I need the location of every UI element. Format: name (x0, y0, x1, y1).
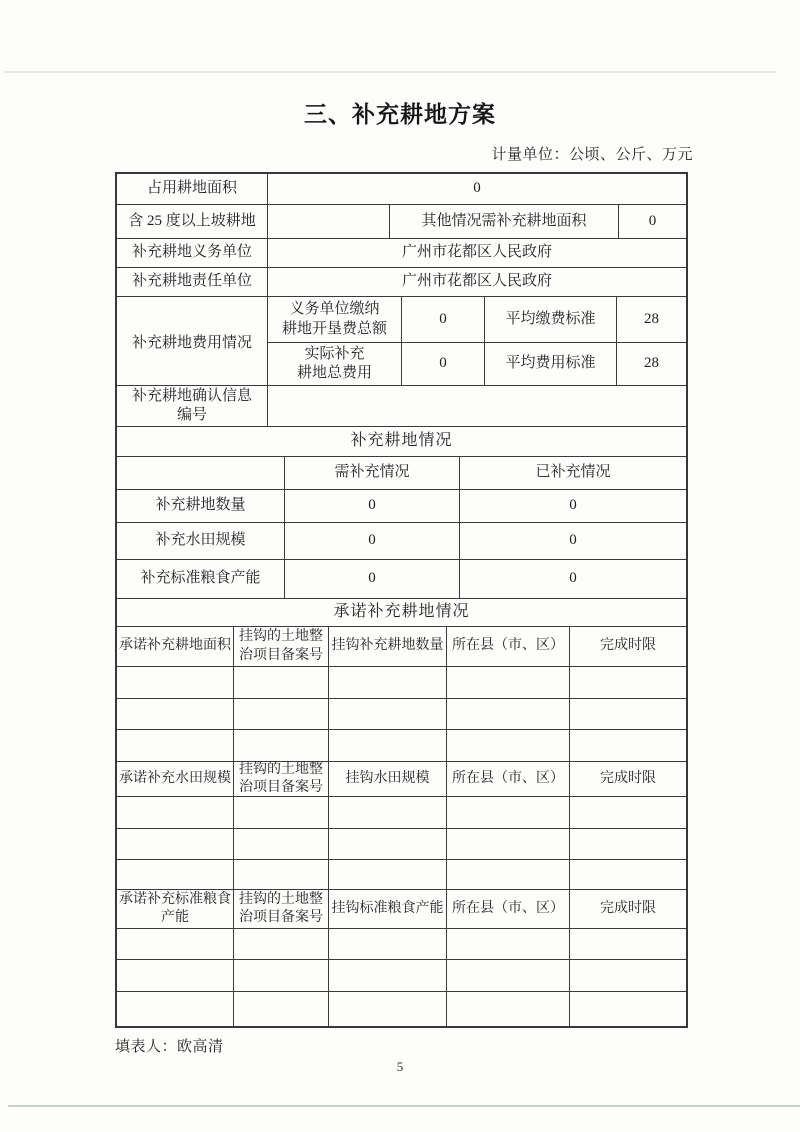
other-area-label: 其他情况需补充耕地面积 (390, 205, 619, 238)
fee-name-line2: 耕地总费用 (296, 365, 372, 381)
need-header: 需补充情况 (285, 457, 460, 489)
slope-row (117, 205, 686, 239)
empty-cell (329, 829, 447, 859)
responsibility-unit-label: 补充耕地责任单位 (117, 268, 268, 296)
promise-col4-label: 所在县（市、区） (447, 627, 570, 666)
promise-header-row-capacity (117, 890, 686, 929)
empty-row (117, 992, 686, 1026)
done-value: 0 (569, 532, 577, 549)
promise-col5-label: 完成时限 (600, 900, 656, 916)
empty-cell (117, 829, 234, 859)
empty-cell (447, 667, 570, 698)
occupied-area-value: 0 (473, 180, 481, 197)
promise-col1-line2: 产能 (161, 910, 189, 925)
promise-col2-line1: 挂钩的土地整 (239, 891, 323, 907)
obligation-unit-label: 补充耕地义务单位 (117, 239, 268, 267)
supplement-label: 补充耕地数量 (117, 490, 285, 522)
empty-cell (234, 730, 329, 761)
empty-cell (570, 699, 686, 729)
promise-col1-label (117, 890, 234, 928)
need-value: 0 (285, 523, 460, 559)
promise-col2-line2: 治项目备案号 (239, 647, 323, 663)
empty-row (117, 797, 686, 829)
filler-name: 填表人：欧高清 (115, 1039, 224, 1055)
supplement-label: 补充水田规模 (117, 523, 285, 559)
responsibility-unit-row (117, 268, 686, 297)
promise-col1-label: 承诺补充耕地面积 (117, 627, 234, 666)
promise-col2-label (234, 627, 329, 666)
promise-col2-line1: 挂钩的土地整 (239, 761, 323, 777)
empty-cell (117, 667, 234, 698)
fee-rows (268, 297, 686, 385)
occupied-area-row (117, 174, 686, 205)
fee-name-line2: 耕地开垦费总额 (281, 320, 387, 337)
obligation-unit-row (117, 239, 686, 268)
empty-cell (570, 929, 686, 959)
page-number: 5 (396, 1059, 404, 1074)
page-title: 三、补充耕地方案 (304, 101, 496, 127)
confirm-number-label-line1: 补充耕地确认信息 (131, 387, 252, 404)
promise-col3-label: 挂钩水田规模 (329, 762, 447, 796)
slope-label: 含 25 度以上坡耕地 (117, 205, 268, 238)
fee-section-label: 补充耕地费用情况 (117, 297, 268, 385)
empty-cell (570, 860, 686, 889)
empty-cell (329, 960, 447, 991)
supplement-plan-table (115, 172, 688, 1028)
responsibility-unit-value: 广州市花都区人民政府 (401, 273, 552, 290)
promise-col5-label: 完成时限 (600, 770, 656, 786)
empty-cell (117, 699, 234, 729)
promise-section-title: 承诺补充耕地情况 (333, 603, 470, 621)
promise-col2-label (234, 762, 329, 796)
empty-row (117, 829, 686, 860)
fee-standard-value-1: 28 (644, 310, 659, 327)
supplement-column-header-row (117, 457, 686, 490)
empty-cell (570, 960, 686, 991)
empty-cell (447, 860, 570, 889)
empty-cell (234, 797, 329, 828)
promise-col2-line1: 挂钩的土地整 (239, 629, 323, 645)
supplement-section-title: 补充耕地情况 (350, 432, 453, 450)
empty-cell (329, 667, 447, 698)
empty-cell (329, 730, 447, 761)
supplement-section-header (117, 427, 686, 457)
promise-col1-label: 承诺补充水田规模 (117, 762, 234, 796)
fee-name-line1: 义务单位缴纳 (289, 301, 380, 317)
empty-cell (234, 992, 329, 1026)
empty-cell (117, 992, 234, 1026)
empty-cell (447, 699, 570, 729)
empty-cell (570, 667, 686, 698)
fee-section (117, 297, 686, 386)
fee-standard-label-2: 平均费用标准 (485, 343, 617, 385)
done-value: 0 (569, 497, 577, 514)
empty-cell (570, 730, 686, 761)
fee-row-reclamation (268, 297, 686, 343)
fee-amount-reclamation: 0 (402, 297, 485, 342)
empty-cell (234, 929, 329, 959)
fee-name-line1: 实际补充 (304, 345, 365, 362)
empty-cell (329, 929, 447, 959)
empty-cell (234, 699, 329, 729)
confirm-number-label-line2: 编号 (176, 407, 207, 423)
need-value: 0 (285, 490, 460, 522)
promise-section-header (117, 599, 686, 627)
empty-cell (117, 960, 234, 991)
confirm-number-row (117, 386, 686, 427)
fee-standard-label-1: 平均缴费标准 (485, 297, 617, 342)
empty-cell (329, 992, 447, 1026)
supplement-row-quantity (117, 490, 686, 523)
fee-name-actual (268, 343, 402, 385)
occupied-area-label: 占用耕地面积 (117, 174, 268, 204)
empty-cell (117, 730, 234, 761)
empty-row (117, 960, 686, 992)
empty-row (117, 860, 686, 890)
empty-cell (234, 860, 329, 889)
empty-cell (329, 860, 447, 889)
confirm-number-value (268, 386, 686, 426)
other-area-value: 0 (648, 212, 657, 229)
fee-standard-value-2: 28 (644, 355, 659, 372)
empty-cell (234, 829, 329, 859)
fee-row-actual (268, 343, 686, 385)
empty-cell (234, 667, 329, 698)
empty-cell (570, 992, 686, 1026)
promise-col4-label: 所在县（市、区） (447, 890, 570, 928)
empty-cell (329, 699, 447, 729)
scan-artifact-line-top (4, 71, 776, 73)
promise-header-row-area (117, 627, 686, 667)
empty-cell (117, 797, 234, 828)
empty-cell (117, 860, 234, 889)
promise-col5-label: 完成时限 (600, 638, 656, 654)
supplement-row-paddy (117, 523, 686, 560)
empty-cell (447, 829, 570, 859)
scan-artifact-line-bottom (8, 1105, 800, 1107)
empty-cell (329, 797, 447, 828)
promise-col1-line1: 承诺补充标准粮食 (119, 891, 231, 907)
slope-value-cell (268, 205, 390, 238)
promise-col3-label: 挂钩标准粮食产能 (329, 890, 447, 928)
empty-cell (447, 797, 570, 828)
promise-col3-label: 挂钩补充耕地数量 (329, 627, 447, 666)
promise-col2-line2: 治项目备案号 (239, 910, 323, 925)
supplement-label: 补充标准粮食产能 (117, 560, 285, 598)
empty-cell (117, 929, 234, 959)
need-value: 0 (285, 560, 460, 598)
supplement-row-capacity (117, 560, 686, 599)
fee-amount-actual: 0 (402, 343, 485, 385)
empty-cell (234, 960, 329, 991)
fee-name-reclamation (268, 297, 402, 342)
empty-row (117, 730, 686, 762)
unit-note: 计量单位：公顷、公斤、万元 (491, 147, 693, 163)
empty-row (117, 929, 686, 960)
empty-row (117, 699, 686, 730)
obligation-unit-value: 广州市花都区人民政府 (401, 244, 552, 261)
empty-cell (570, 797, 686, 828)
promise-col2-line2: 治项目备案号 (239, 780, 323, 795)
promise-col4-label: 所在县（市、区） (447, 762, 570, 796)
empty-cell (447, 929, 570, 959)
supplement-blank-header (117, 457, 285, 489)
promise-col2-label (234, 890, 329, 928)
done-value: 0 (569, 570, 577, 587)
empty-row (117, 667, 686, 699)
done-header: 已补充情况 (535, 464, 611, 481)
empty-cell (447, 992, 570, 1026)
confirm-number-label (117, 386, 268, 426)
empty-cell (570, 829, 686, 859)
promise-header-row-paddy (117, 762, 686, 797)
empty-cell (447, 960, 570, 991)
empty-cell (447, 730, 570, 761)
